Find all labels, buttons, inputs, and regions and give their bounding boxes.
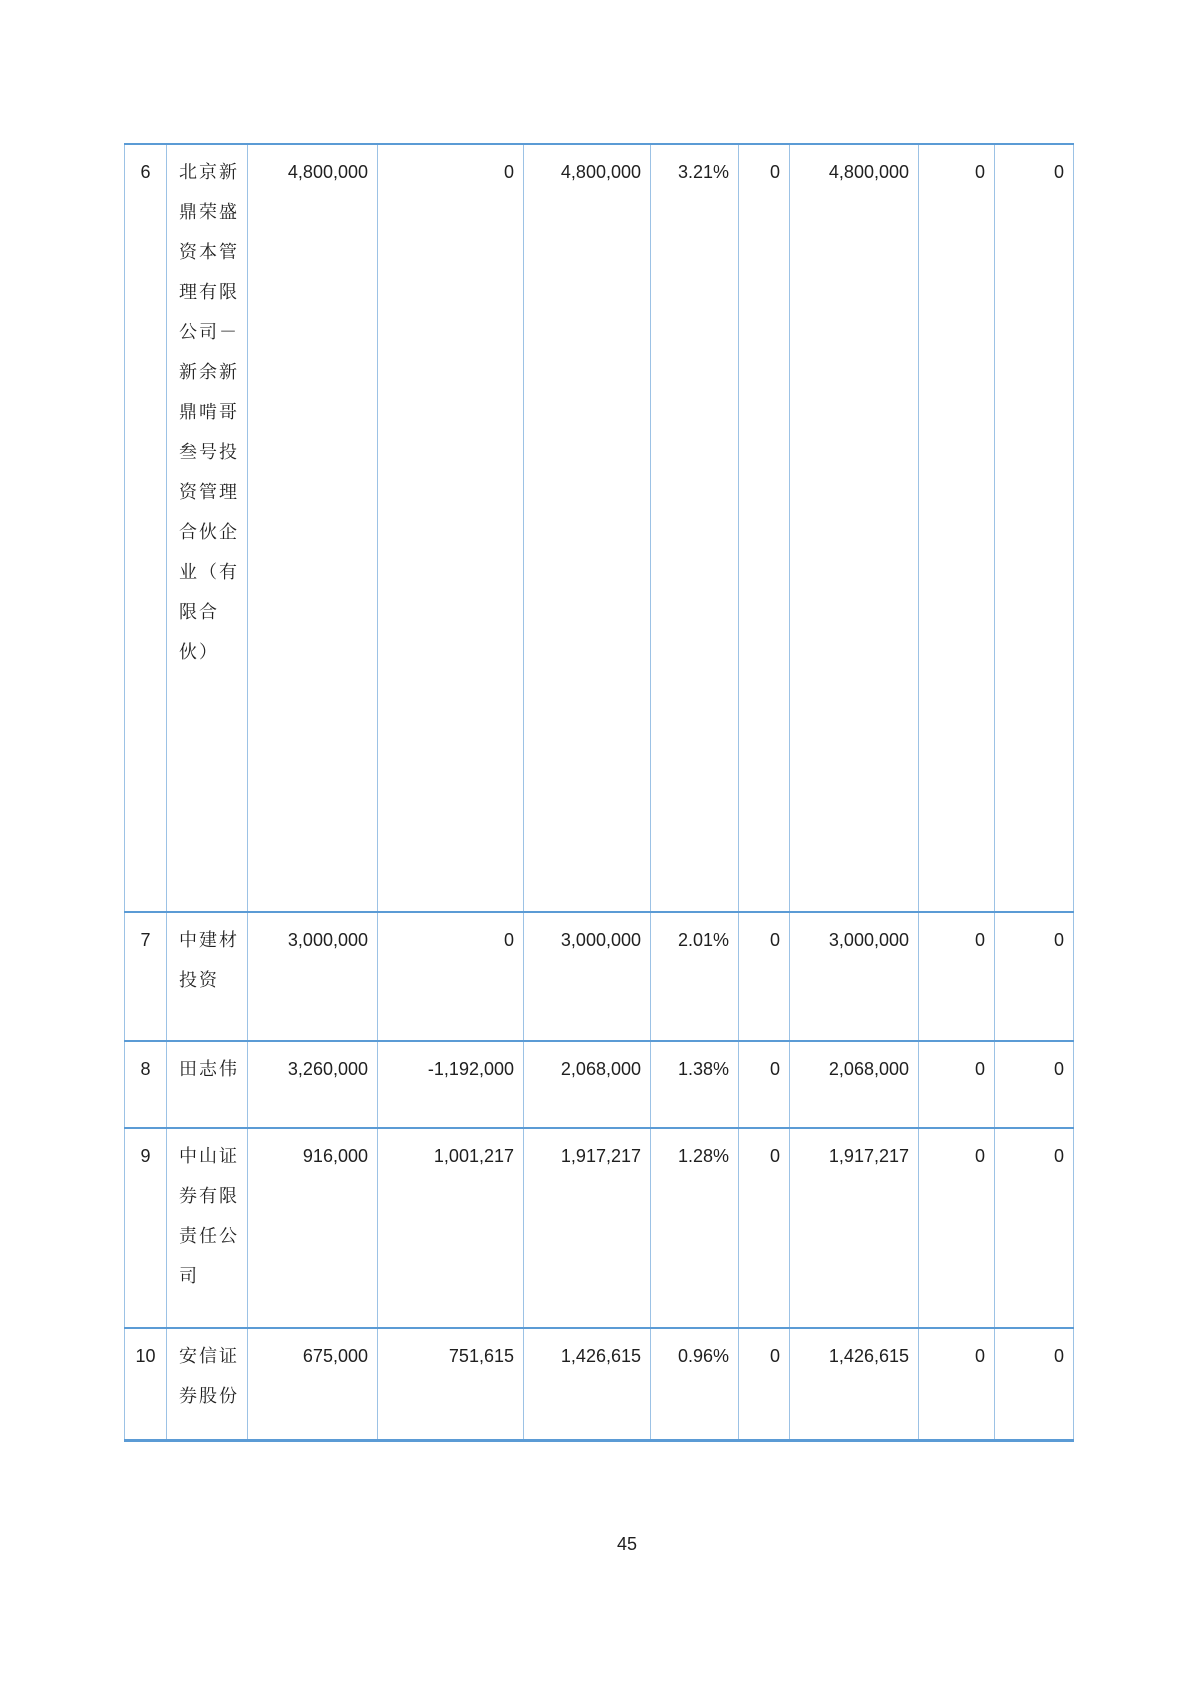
cell-value-5: 3,000,000: [790, 912, 919, 1041]
cell-value-5: 2,068,000: [790, 1041, 919, 1128]
cell-value-4: 0: [739, 912, 790, 1041]
cell-value-3: 3,000,000: [524, 912, 651, 1041]
cell-percentage: 1.28%: [651, 1128, 739, 1328]
cell-value-4: 0: [739, 1128, 790, 1328]
cell-value-1: 675,000: [248, 1328, 378, 1441]
cell-holder-name: [167, 144, 248, 912]
cell-value-7: 0: [995, 1128, 1074, 1328]
holder-name-text: 北京新鼎荣盛资本管理有限公司－新余新鼎啃哥叁号投资管理合伙企业（有限合伙）: [179, 162, 239, 662]
cell-rank: 6: [125, 144, 167, 912]
cell-percentage: 1.38%: [651, 1041, 739, 1128]
table-row: [125, 912, 1074, 1041]
cell-percentage: 0.96%: [651, 1328, 739, 1441]
cell-value-4: 0: [739, 1328, 790, 1441]
shareholders-table: [124, 143, 1074, 1442]
cell-value-2: 1,001,217: [378, 1128, 524, 1328]
cell-holder-name: [167, 912, 248, 1041]
cell-value-2: -1,192,000: [378, 1041, 524, 1128]
cell-rank: 9: [125, 1128, 167, 1328]
table-body: [125, 144, 1074, 1441]
cell-value-5: 1,917,217: [790, 1128, 919, 1328]
cell-value-1: 4,800,000: [248, 144, 378, 912]
cell-value-7: 0: [995, 1041, 1074, 1128]
cell-value-1: 916,000: [248, 1128, 378, 1328]
holder-name-text: 田志伟: [179, 1059, 239, 1079]
cell-rank: 7: [125, 912, 167, 1041]
cell-value-1: 3,260,000: [248, 1041, 378, 1128]
table-row: [125, 1041, 1074, 1128]
cell-value-5: 4,800,000: [790, 144, 919, 912]
cell-value-7: 0: [995, 144, 1074, 912]
cell-value-2: 0: [378, 144, 524, 912]
cell-percentage: 2.01%: [651, 912, 739, 1041]
cell-value-4: 0: [739, 1041, 790, 1128]
cell-value-2: 0: [378, 912, 524, 1041]
cell-value-6: 0: [919, 1128, 995, 1328]
cell-value-3: 1,917,217: [524, 1128, 651, 1328]
cell-value-6: 0: [919, 144, 995, 912]
table-row: [125, 144, 1074, 912]
cell-rank: 10: [125, 1328, 167, 1441]
cell-value-6: 0: [919, 1328, 995, 1441]
holder-name-text: 中建材投资: [179, 930, 239, 990]
holder-name-text: 中山证券有限责任公司: [179, 1146, 239, 1286]
cell-value-4: 0: [739, 144, 790, 912]
cell-value-3: 2,068,000: [524, 1041, 651, 1128]
cell-value-3: 4,800,000: [524, 144, 651, 912]
table-row: [125, 1328, 1074, 1441]
cell-holder-name: [167, 1328, 248, 1441]
cell-value-6: 0: [919, 1041, 995, 1128]
cell-value-1: 3,000,000: [248, 912, 378, 1041]
cell-value-3: 1,426,615: [524, 1328, 651, 1441]
cell-holder-name: [167, 1128, 248, 1328]
table-row: [125, 1128, 1074, 1328]
cell-holder-name: [167, 1041, 248, 1128]
cell-value-2: 751,615: [378, 1328, 524, 1441]
cell-rank: 8: [125, 1041, 167, 1128]
cell-percentage: 3.21%: [651, 144, 739, 912]
cell-value-5: 1,426,615: [790, 1328, 919, 1441]
cell-value-7: 0: [995, 912, 1074, 1041]
cell-value-7: 0: [995, 1328, 1074, 1441]
holder-name-text: 安信证券股份: [179, 1346, 239, 1406]
cell-value-6: 0: [919, 912, 995, 1041]
page-number: 45: [616, 1534, 638, 1554]
